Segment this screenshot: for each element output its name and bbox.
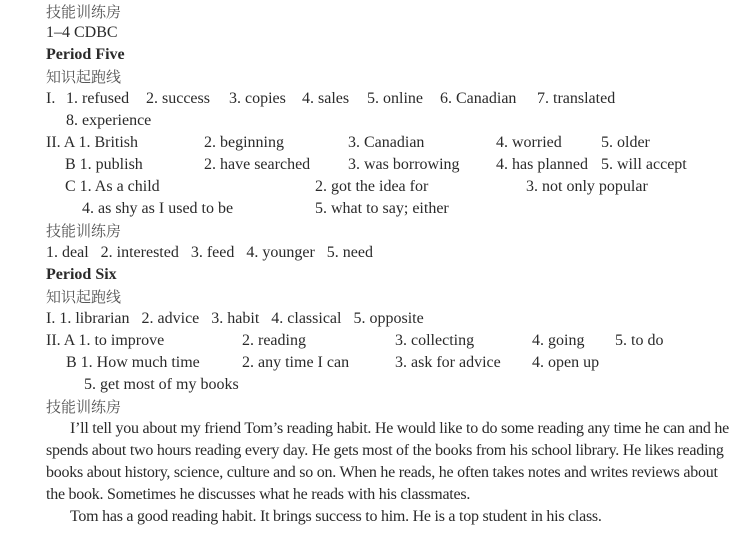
p6-section-I: I. 1. librarian 2. advice 3. habit 4. classical 5. opposite: [46, 310, 424, 327]
answer: 1. refused: [66, 90, 130, 107]
answer: 3. not only popular: [526, 178, 648, 195]
answer: 3. collecting: [395, 332, 475, 349]
answer: 5. will accept: [601, 156, 687, 173]
answer: 5. online: [367, 90, 423, 107]
answer: 3. was borrowing: [348, 156, 460, 173]
essay-paragraph-2: Tom has a good reading habit. It brings success to him. He is a top student in his class.: [70, 508, 602, 525]
answer: 5. to do: [615, 332, 664, 349]
answer: 2. got the idea for: [315, 178, 429, 195]
answer: 5. what to say; either: [315, 200, 449, 217]
answer: 4. going: [532, 332, 585, 349]
answer: 2. any time I can: [242, 354, 350, 371]
section-heading-skill: 技能训练房: [46, 222, 122, 240]
answer: 4. as shy as I used to be: [82, 200, 234, 217]
answer: B 1. How much time: [66, 354, 200, 371]
answer: 3. ask for advice: [395, 354, 501, 371]
answer: 8. experience: [66, 112, 152, 129]
answer: 2. success: [146, 90, 210, 107]
answer: 5. get most of my books: [84, 376, 239, 393]
section-heading-skill: 技能训练房: [46, 3, 122, 21]
section-heading-knowledge: 知识起跑线: [46, 288, 122, 306]
answer: 2. have searched: [204, 156, 311, 173]
period-five-title: Period Five: [46, 46, 125, 63]
answer: 6. Canadian: [440, 90, 517, 107]
section-heading-skill: 技能训练房: [46, 398, 122, 416]
section-heading-knowledge: 知识起跑线: [46, 68, 122, 86]
answer: 7. translated: [537, 90, 616, 107]
answer: I.: [46, 90, 56, 107]
answer: 3. copies: [229, 90, 286, 107]
period-six-title: Period Six: [46, 266, 117, 283]
answer: 4. has planned: [496, 156, 588, 173]
p5-skill-answers: 1. deal 2. interested 3. feed 4. younger 5. need: [46, 244, 374, 261]
answer: 4. open up: [532, 354, 600, 371]
answer: II. A 1. British: [46, 134, 139, 151]
answers-1-4: 1–4 CDBC: [46, 24, 118, 41]
answer: II. A 1. to improve: [46, 332, 165, 349]
answer: 4. sales: [302, 90, 350, 107]
answer: 3. Canadian: [348, 134, 425, 151]
essay-paragraph-1: I’ll tell you about my friend Tom’s reading habit. He would like to do some reading any time he can and he spends about two hours reading every day. He gets most of the books from his school library. He likes reading books about history, science, culture and so on. When he reads, he often takes notes and writes reviews about the book. Sometimes he discusses what he reads with his classmates.: [46, 420, 730, 503]
answer: 5. older: [601, 134, 650, 151]
essay: [46, 418, 736, 528]
answer: 2. beginning: [204, 134, 284, 151]
answer: B 1. publish: [65, 156, 143, 173]
answer: 2. reading: [242, 332, 306, 349]
answer: C 1. As a child: [65, 178, 160, 195]
answer: 4. worried: [496, 134, 562, 151]
